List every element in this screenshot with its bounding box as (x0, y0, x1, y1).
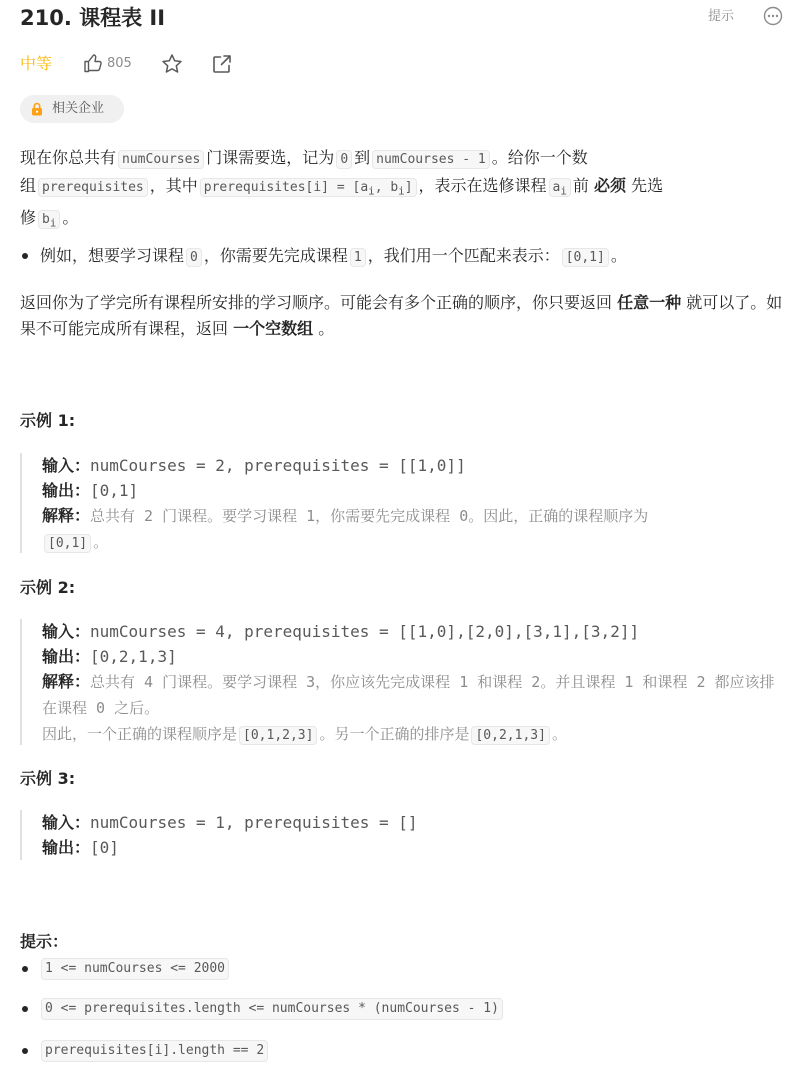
bullet-dot (22, 253, 28, 259)
example-2-block (20, 619, 790, 745)
example-input: 输入：numCourses = 2, prerequisites = [[1,0]] (42, 456, 466, 475)
example-output: 输出：[0,2,1,3] (42, 647, 177, 666)
difficulty-badge: 中等 (20, 54, 53, 73)
example-3-title: 示例 3: (20, 769, 76, 788)
bold-text: 必须 (594, 176, 627, 195)
constraints-title: 提示： (20, 932, 69, 951)
example-input: 输入：numCourses = 1, prerequisites = [] (42, 813, 418, 832)
inline-code: prerequisites (38, 178, 148, 197)
bullet-dot (22, 1006, 28, 1012)
company-tag-label: 相关企业 (52, 101, 105, 116)
constraint-code: 0 <= prerequisites.length <= numCourses * (numCourses - 1) (41, 998, 503, 1020)
problem-title: 210. 课程表 II (20, 6, 166, 30)
example-2-title: 示例 2: (20, 578, 76, 597)
meta-row (20, 50, 420, 78)
example-explanation: 解释：总共有 4 门课程。要学习课程 3，你应该先完成课程 1 和课程 2。并且课程 1 和课程 2 都应该排在课程 0 之后。 (42, 672, 775, 717)
inline-code: 0 (336, 150, 352, 169)
constraint-item (20, 958, 780, 984)
example-3-block (20, 810, 790, 860)
example-input: 输入：numCourses = 4, prerequisites = [[1,0],[2,0],[3,1],[3,2]] (42, 622, 640, 641)
share-icon[interactable] (210, 52, 234, 76)
example-explanation-cont: [0,1] 。 (42, 529, 790, 556)
company-tag-button[interactable] (20, 95, 124, 123)
lock-icon (31, 102, 43, 116)
example-output: 输出：[0] (42, 838, 119, 857)
example-1-block (20, 453, 790, 553)
hint-link[interactable]: 提示 (708, 9, 735, 24)
example-explanation-cont: 因此，一个正确的课程顺序是 [0,1,2,3] 。另一个正确的排序是 [0,2,1,3] 。 (42, 725, 567, 743)
constraint-item (20, 1040, 780, 1066)
inline-code: 1 (350, 248, 366, 267)
description-paragraph-1: 现在你总共有 numCourses 门课需要选，记为 0 到 numCourses - 1 。给你一个数 组 prerequisites ，其中 prerequisites[i] = [$a_i$, $b_i$] ，表示在选修课程 $a_i$ 前 必须 先选 修 $b_i$ 。 (20, 148, 664, 230)
bullet-dot (22, 1048, 28, 1054)
bullet-text: 例如，想要学习课程 0 ，你需要先完成课程 1 ，我们用一个匹配来表示： [0,1] 。 (40, 246, 627, 265)
bold-text: 任意一种 (617, 293, 682, 312)
example-output: 输出：[0,1] (42, 481, 139, 500)
thumbs-up-icon (82, 52, 104, 74)
constraint-code: prerequisites[i].length == 2 (41, 1040, 268, 1062)
constraint-item (20, 998, 780, 1024)
inline-code: prerequisites[i] = [$a_i$, $b_i$] (200, 178, 417, 197)
inline-code: $b_i$ (38, 210, 60, 229)
inline-code: $a_i$ (549, 178, 571, 197)
description-paragraph-2: 返回你为了学完所有课程所安排的学习顺序。可能会有多个正确的顺序，你只要返回 任意一种 就可以了。如果不可能完成所有课程，返回 一个空数组 。 (20, 293, 783, 338)
like-count: 805 (107, 56, 132, 71)
inline-code: 0 (186, 248, 202, 267)
inline-code: numCourses - 1 (372, 150, 490, 169)
bullet-dot (22, 966, 28, 972)
example-1-title: 示例 1: (20, 411, 76, 430)
example-explanation: 解释：总共有 2 门课程。要学习课程 1，你需要先完成课程 0。因此，正确的课程顺序为 (42, 506, 649, 525)
constraint-code: 1 <= numCourses <= 2000 (41, 958, 229, 980)
bold-text: 一个空数组 (233, 319, 314, 338)
inline-code: [0,1] (562, 248, 609, 267)
star-icon[interactable] (160, 52, 184, 76)
more-circle-icon[interactable] (763, 6, 783, 26)
inline-code: numCourses (118, 150, 204, 169)
